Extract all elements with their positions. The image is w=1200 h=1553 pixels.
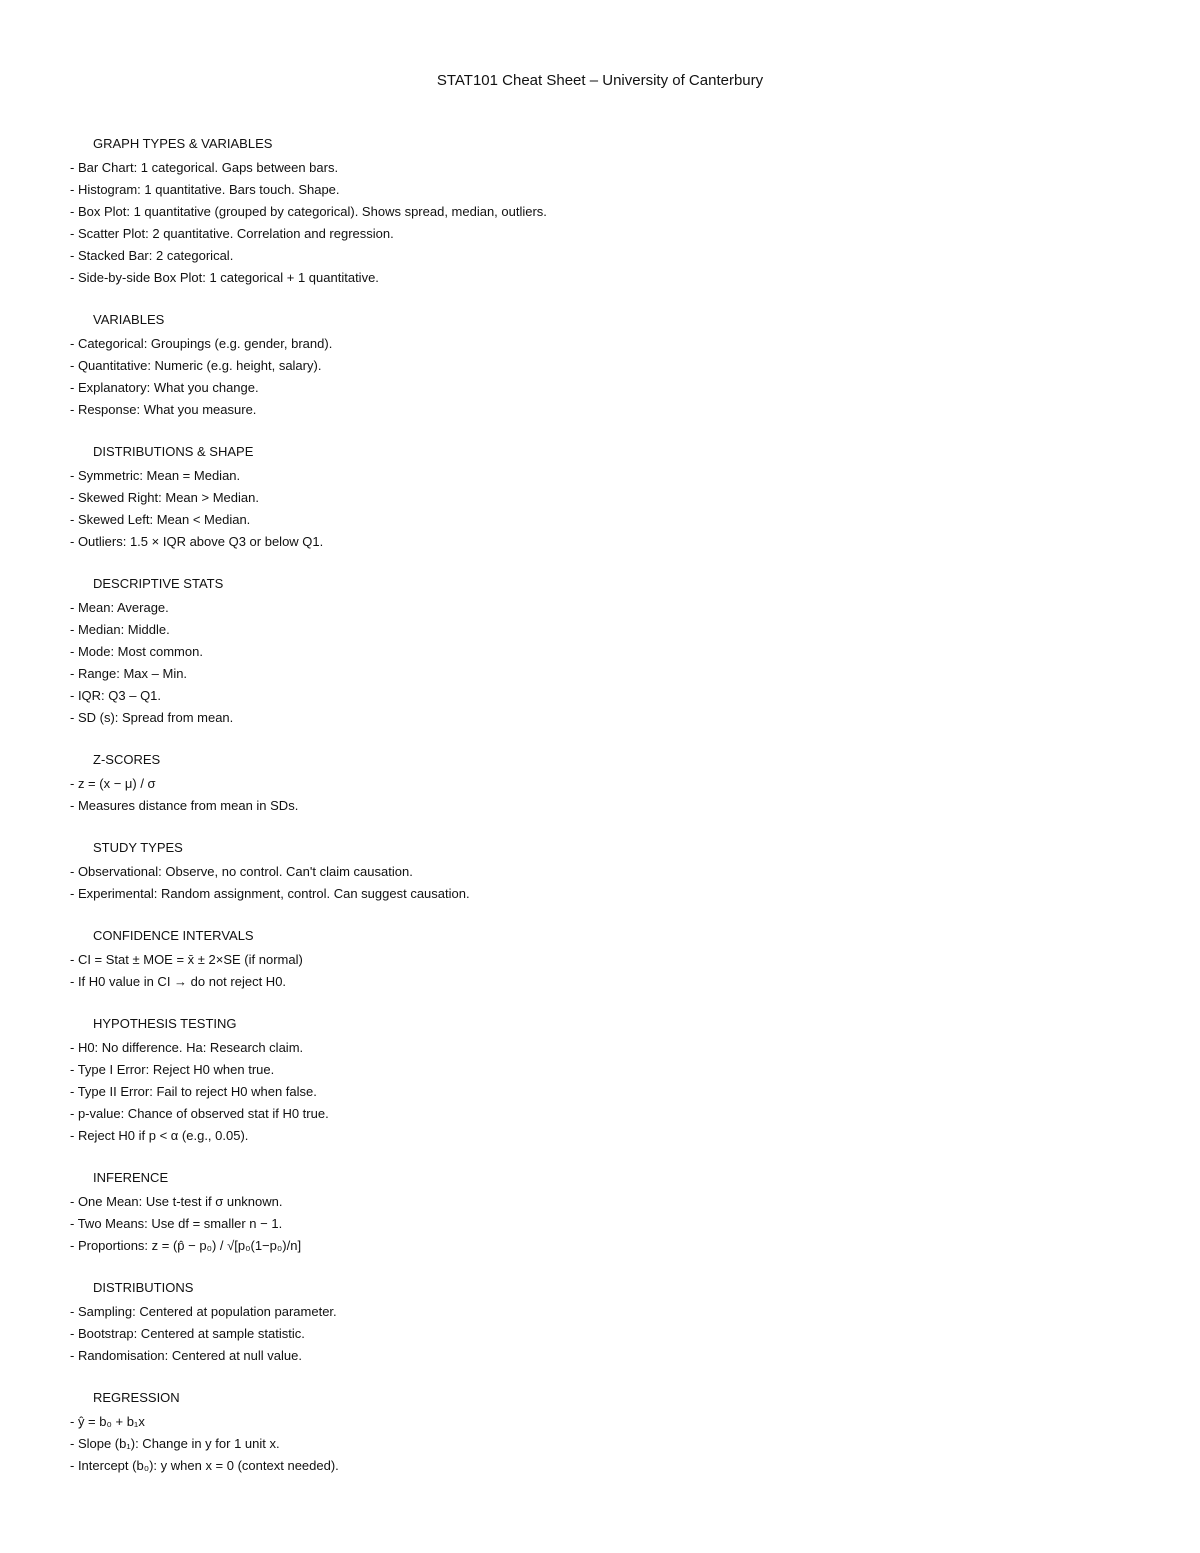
bullet-line: - Proportions: z = (p̂ − p₀) / √[p₀(1−p₀)/n]: [70, 1238, 302, 1253]
section-heading: REGRESSION: [93, 1390, 180, 1405]
bullet-line: - Stacked Bar: 2 categorical.: [70, 248, 234, 263]
bullet-line: - Bootstrap: Centered at sample statistic.: [70, 1326, 305, 1341]
bullet-line: - H0: No difference. Ha: Research claim.: [70, 1040, 304, 1055]
bullet-line: - Randomisation: Centered at null value.: [70, 1348, 302, 1363]
section-heading: Z-SCORES: [93, 752, 161, 767]
section: [70, 135, 1150, 289]
bullet-line: - Type I Error: Reject H0 when true.: [70, 1062, 275, 1077]
bullet-line: - If H0 value in CI → do not reject H0.: [70, 974, 287, 989]
section-heading: DESCRIPTIVE STATS: [93, 576, 224, 591]
bullet-line: - p-value: Chance of observed stat if H0 true.: [70, 1106, 329, 1121]
bullet-line: - SD (s): Spread from mean.: [70, 710, 234, 725]
bullet-line: - One Mean: Use t-test if σ unknown.: [70, 1194, 283, 1209]
bullet-line: - Intercept (b₀): y when x = 0 (context needed).: [70, 1458, 339, 1473]
bullet-line: - Range: Max – Min.: [70, 666, 188, 681]
bullet-line: - Side-by-side Box Plot: 1 categorical + 1 quantitative.: [70, 270, 379, 285]
section: [70, 575, 1150, 729]
bullet-line: - Two Means: Use df = smaller n − 1.: [70, 1216, 283, 1231]
section: [70, 927, 1150, 993]
bullet-line: - Reject H0 if p < α (e.g., 0.05).: [70, 1128, 249, 1143]
bullet-line: - Explanatory: What you change.: [70, 380, 259, 395]
bullet-line: - Categorical: Groupings (e.g. gender, brand).: [70, 336, 333, 351]
bullet-line: - Median: Middle.: [70, 622, 170, 637]
section-heading: STUDY TYPES: [93, 840, 183, 855]
bullet-line: - Symmetric: Mean = Median.: [70, 468, 241, 483]
bullet-line: - Skewed Left: Mean < Median.: [70, 512, 251, 527]
document-title: STAT101 Cheat Sheet – University of Canterbury: [436, 72, 764, 89]
bullet-line: - Bar Chart: 1 categorical. Gaps between bars.: [70, 160, 339, 175]
bullet-line: - Skewed Right: Mean > Median.: [70, 490, 259, 505]
bullet-line: - Measures distance from mean in SDs.: [70, 798, 299, 813]
bullet-line: - Response: What you measure.: [70, 402, 257, 417]
bullet-line: - IQR: Q3 – Q1.: [70, 688, 162, 703]
bullet-line: - Mean: Average.: [70, 600, 169, 615]
section-heading: DISTRIBUTIONS: [93, 1280, 194, 1295]
section-heading: VARIABLES: [93, 312, 165, 327]
bullet-line: - Mode: Most common.: [70, 644, 203, 659]
section-heading: HYPOTHESIS TESTING: [93, 1016, 237, 1031]
section: [70, 1389, 1150, 1477]
bullet-line: - CI = Stat ± MOE = x̄ ± 2×SE (if normal): [70, 952, 303, 967]
section-heading: DISTRIBUTIONS & SHAPE: [93, 444, 254, 459]
section: [70, 751, 1150, 817]
bullet-line: - Histogram: 1 quantitative. Bars touch. Shape.: [70, 182, 340, 197]
bullet-line: - Sampling: Centered at population parameter.: [70, 1304, 337, 1319]
section: [70, 1169, 1150, 1257]
section: [70, 1279, 1150, 1367]
section-heading: CONFIDENCE INTERVALS: [93, 928, 254, 943]
bullet-line: - Box Plot: 1 quantitative (grouped by categorical). Shows spread, median, outliers.: [70, 204, 547, 219]
bullet-line: - Quantitative: Numeric (e.g. height, salary).: [70, 358, 322, 373]
bullet-line: - ŷ = b₀ + b₁x: [70, 1414, 145, 1429]
bullet-line: - Observational: Observe, no control. Can't claim causation.: [70, 864, 413, 879]
section: [70, 443, 1150, 553]
document-body: [70, 135, 1150, 1499]
bullet-line: - z = (x − μ) / σ: [70, 776, 156, 791]
bullet-line: - Experimental: Random assignment, control. Can suggest causation.: [70, 886, 470, 901]
section-heading: GRAPH TYPES & VARIABLES: [93, 136, 273, 151]
section: [70, 1015, 1150, 1147]
bullet-line: - Slope (b₁): Change in y for 1 unit x.: [70, 1436, 280, 1451]
bullet-line: - Scatter Plot: 2 quantitative. Correlation and regression.: [70, 226, 394, 241]
section: [70, 311, 1150, 421]
section-heading: INFERENCE: [93, 1170, 169, 1185]
bullet-line: - Type II Error: Fail to reject H0 when false.: [70, 1084, 317, 1099]
section: [70, 839, 1150, 905]
bullet-line: - Outliers: 1.5 × IQR above Q3 or below Q1.: [70, 534, 324, 549]
